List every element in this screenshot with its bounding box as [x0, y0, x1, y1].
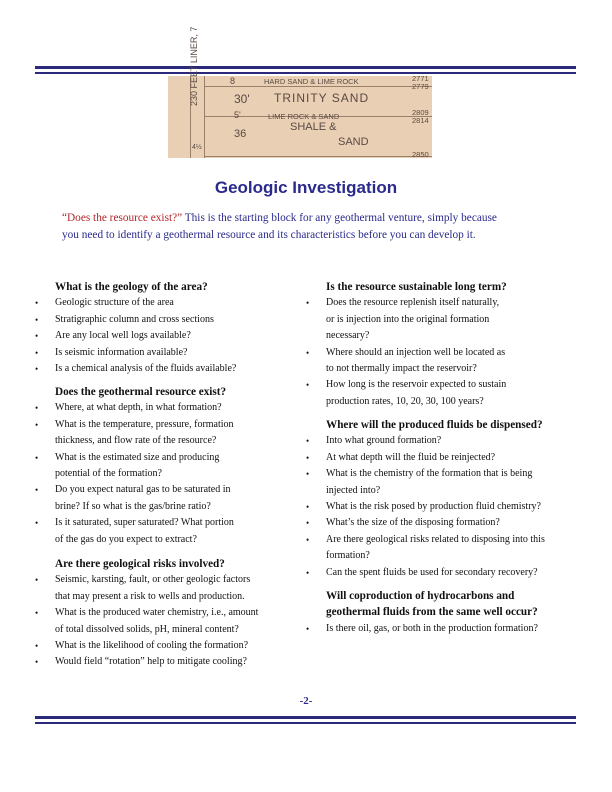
log-layer: SHALE & [290, 121, 337, 133]
list-item [304, 377, 507, 410]
list-item-text: or is injection into the original formation [326, 313, 490, 325]
list-item-text: Is there oil, gas, or both in the production formation? [326, 622, 538, 634]
list-item [304, 565, 545, 581]
log-depth: 2771 [412, 74, 429, 83]
log-layer: TRINITY SAND [274, 91, 370, 105]
list-item-text: What is the estimated size and producing [55, 451, 220, 463]
page-number: -2- [299, 695, 313, 707]
bullet-icon: • [306, 452, 310, 463]
bullet-icon: • [306, 380, 310, 391]
page-title: Geologic Investigation [214, 178, 398, 197]
top-rule-thin [35, 72, 576, 74]
list-item [33, 417, 234, 450]
list-item-text: What is the likelihood of cooling the formation? [55, 640, 249, 652]
list-item-text: potential of the formation? [55, 468, 162, 480]
list-item-text: thickness, and flow rate of the resource? [55, 435, 217, 447]
list-item-text: that may present a risk to wells and production. [55, 590, 245, 602]
intro-paragraph [62, 210, 562, 244]
list-item-text: Is seismic information available? [55, 346, 188, 358]
bullet-icon: • [35, 575, 39, 586]
section-geological-risks [33, 556, 258, 671]
list-item-text: Into what ground formation? [326, 435, 442, 447]
list-item [33, 572, 258, 605]
section-heading [33, 556, 258, 572]
bullet-icon: • [306, 469, 310, 480]
bullet-icon: • [35, 347, 39, 358]
section-heading [304, 417, 545, 433]
list-item-text: to not thermally impact the reservoir? [326, 363, 477, 375]
heading-line: What is the geology of the area? [55, 281, 208, 293]
bullet-icon: • [35, 452, 39, 463]
list-item-text: production rates, 10, 20, 30, 100 years? [326, 395, 484, 407]
list-item [33, 295, 236, 311]
list-item [304, 433, 545, 449]
list-item [33, 605, 258, 638]
list-item [304, 450, 545, 466]
list-item [33, 328, 236, 344]
list-item-text: injected into? [326, 484, 381, 496]
heading-line: Does the geothermal resource exist? [55, 386, 227, 398]
list-item-text: Can the spent fluids be used for secondary recovery? [326, 566, 538, 578]
log-thickness: 36 [234, 128, 247, 140]
list-item-text: What is the risk posed by production fluid chemistry? [326, 501, 541, 513]
section-heading [304, 279, 507, 295]
well-log-image [168, 26, 432, 159]
list-item [304, 466, 545, 499]
bullet-icon: • [35, 518, 39, 529]
list-item-text: What is the produced water chemistry, i.e., amount [55, 607, 259, 619]
section-heading [33, 279, 236, 295]
bullet-icon: • [35, 608, 39, 619]
section-heading [33, 384, 234, 400]
liner-label: 230 FEET LINER, 7 [189, 26, 199, 106]
list-item-text: brine? If so what is the gas/brine ratio? [55, 500, 211, 512]
log-depth: 2809 [412, 108, 429, 117]
bullet-icon: • [35, 419, 39, 430]
list-item [33, 345, 236, 361]
list-item [304, 345, 507, 378]
log-thickness: 8 [230, 76, 236, 86]
heading-line: geothermal fluids from the same well occur? [326, 606, 538, 619]
list-item [33, 638, 258, 654]
list-item [304, 515, 545, 531]
list-item-text: Where, at what depth, in what formation? [55, 402, 222, 414]
bullet-icon: • [35, 364, 39, 375]
list-item-text: What’s the size of the disposing formation? [326, 517, 500, 529]
intro-quote: “Does the resource exist?” [62, 212, 183, 224]
list-item [33, 482, 234, 515]
list-item-text: Geologic structure of the area [55, 297, 174, 309]
list-item [304, 532, 545, 565]
section-heading [304, 588, 538, 621]
list-item-text: formation? [326, 550, 370, 562]
list-item-text: Are there geological risks related to disposing into this [326, 533, 545, 545]
intro-text: you need to identify a geothermal resource and its characteristics before you can develop it. [62, 229, 476, 241]
heading-line: Will coproduction of hydrocarbons and [326, 590, 515, 602]
section-fluid-disposal [304, 417, 545, 581]
list-item-text: Where should an injection well be located as [326, 346, 506, 358]
bullet-icon: • [35, 298, 39, 309]
log-depth: 2850 [412, 150, 429, 159]
list-item-text: Is it saturated, super saturated? What portion [55, 517, 234, 529]
bullet-icon: • [306, 567, 310, 578]
heading-line: Is the resource sustainable long term? [326, 281, 507, 293]
heading-line: Where will the produced fluids be dispensed? [326, 419, 543, 431]
list-item-text: Would field “rotation” help to mitigate cooling? [55, 656, 247, 668]
bullet-icon: • [306, 518, 310, 529]
top-rule-thick [35, 66, 576, 69]
list-item-text: of the gas do you expect to extract? [55, 533, 197, 545]
list-item-text: of total dissolved solids, pH, mineral content? [55, 623, 239, 635]
intro-text: This is the starting block for any geothermal venture, simply because [182, 212, 497, 224]
bullet-icon: • [35, 485, 39, 496]
list-item-text: Do you expect natural gas to be saturated in [55, 484, 231, 496]
list-item [33, 450, 234, 483]
list-item [33, 515, 234, 548]
list-item-text: What is the temperature, pressure, formation [55, 418, 234, 430]
list-item [304, 499, 545, 515]
bullet-icon: • [35, 403, 39, 414]
bullet-icon: • [35, 657, 39, 668]
bullet-icon: • [306, 623, 310, 634]
list-item-text: Stratigraphic column and cross sections [55, 313, 214, 325]
log-size: 4½ [192, 144, 202, 151]
log-thickness: 5' [234, 110, 241, 120]
log-layer: LIME ROCK & SAND [268, 112, 340, 121]
list-item-text: Seismic, karsting, fault, or other geologic factors [55, 574, 251, 586]
list-item [33, 654, 258, 670]
list-item [304, 621, 538, 637]
bullet-icon: • [35, 331, 39, 342]
list-item-text: Are any local well logs available? [55, 330, 191, 342]
bottom-rule-thick [35, 716, 576, 719]
log-depth: 2779 [412, 82, 429, 91]
bullet-icon: • [35, 641, 39, 652]
section-geology [33, 279, 236, 377]
list-item-text: How long is the reservoir expected to sustain [326, 379, 507, 391]
bullet-icon: • [306, 534, 310, 545]
list-item [33, 361, 236, 377]
log-depth: 2814 [412, 116, 429, 125]
log-layer: HARD SAND & LIME ROCK [264, 77, 359, 86]
list-item [33, 400, 234, 416]
list-item-text: At what depth will the fluid be reinjected? [326, 451, 496, 463]
bullet-icon: • [306, 502, 310, 513]
log-thickness: 30' [234, 92, 250, 106]
bullet-icon: • [306, 347, 310, 358]
list-item-text: necessary? [326, 330, 370, 342]
heading-line: Are there geological risks involved? [55, 558, 225, 570]
list-item [304, 295, 507, 344]
bottom-rule-thin [35, 722, 576, 724]
bullet-icon: • [306, 298, 310, 309]
list-item-text: Does the resource replenish itself naturally, [326, 297, 500, 309]
bullet-icon: • [35, 314, 39, 325]
list-item-text: Is a chemical analysis of the fluids available? [55, 363, 237, 375]
section-sustainability [304, 279, 507, 410]
bullet-icon: • [306, 436, 310, 447]
section-resource-exist [33, 384, 234, 548]
section-coproduction [304, 588, 538, 637]
log-layer: SAND [338, 136, 369, 148]
list-item-text: What is the chemistry of the formation that is being [326, 468, 533, 480]
list-item [33, 312, 236, 328]
